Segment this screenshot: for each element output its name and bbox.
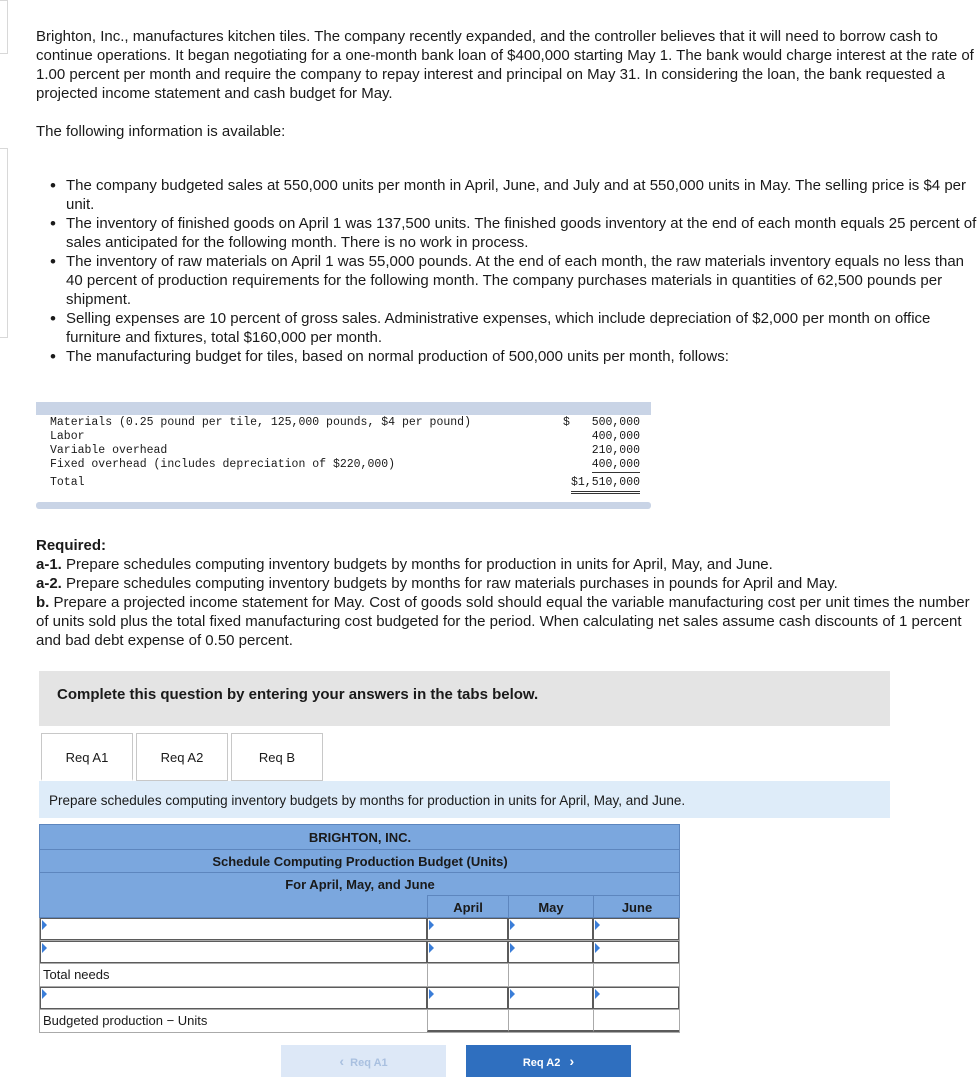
- production-budget-schedule: [39, 824, 680, 1033]
- mfg-row-total: Total $1,510,000: [50, 476, 648, 490]
- problem-intro: Brighton, Inc., manufactures kitchen tiles. The company recently expanded, and the controller believes that it will need to borrow cash to continue operations. It began negotiating for a one-month bank loan of $400,000 starting May 1. The bank would charge interest at the rate of 1.00 percent per month and require the company to repay interest and principal on May 31. In considering the loan, the bank requested a projected income statement and cash budget for May.: [36, 28, 974, 102]
- chevron-right-icon: ›: [569, 1053, 575, 1069]
- left-border-segment: [0, 148, 8, 338]
- input-flag-icon: [429, 943, 434, 953]
- april-input[interactable]: [427, 918, 508, 940]
- input-flag-icon: [429, 989, 434, 999]
- schedule-row-budgeted-production: [39, 1010, 680, 1033]
- schedule-row-2: [39, 941, 680, 964]
- input-flag-icon: [42, 989, 47, 999]
- input-flag-icon: [429, 920, 434, 930]
- left-border-segment: [0, 0, 8, 54]
- june-budgeted-production: [593, 1010, 679, 1032]
- input-flag-icon: [42, 943, 47, 953]
- mfg-row-materials: Materials (0.25 pound per tile, 125,000 pounds, $4 per pound) $ 500,000: [50, 416, 640, 429]
- schedule-period: For April, May, and June: [285, 877, 435, 892]
- available-info-label: The following information is available:: [36, 123, 286, 140]
- june-total-needs: [593, 964, 679, 986]
- input-flag-icon: [42, 920, 47, 930]
- required-section: [36, 536, 976, 650]
- column-header-may: May: [508, 895, 593, 919]
- april-input[interactable]: [427, 987, 508, 1009]
- june-input[interactable]: [593, 941, 679, 963]
- input-flag-icon: [595, 920, 600, 930]
- april-input[interactable]: [427, 941, 508, 963]
- bullet-finished-goods: • The inventory of finished goods on April 1 was 137,500 units. The finished goods inventory at the end of each month equals 25 percent of sales anticipated for the following month. There is no work in process.: [48, 214, 978, 252]
- complete-question-banner: Complete this question by entering your answers in the tabs below.: [39, 671, 890, 726]
- required-a1: a-1. Prepare schedules computing inventory budgets by months for production in units for April, May, and June.: [36, 556, 773, 573]
- prev-req-a1-button[interactable]: [281, 1045, 446, 1077]
- prev-button-label: Req A1: [350, 1057, 388, 1069]
- table-bottom-bar: [36, 502, 651, 509]
- mfg-row-variable-overhead: Variable overhead 210,000: [50, 444, 640, 457]
- may-total-needs: [508, 964, 593, 986]
- may-input[interactable]: [508, 941, 593, 963]
- table-top-bar: [36, 402, 651, 415]
- input-flag-icon: [510, 989, 515, 999]
- schedule-row-4: [39, 987, 680, 1010]
- input-flag-icon: [595, 943, 600, 953]
- next-button-label: Req A2: [522, 1057, 561, 1069]
- bullet-raw-materials: • The inventory of raw materials on April 1 was 55,000 pounds. At the end of each month, the raw materials inventory equals no less than 40 percent of production requirements for the following month. The company purchases materials in quantities of 62,500 pounds per shipment.: [48, 252, 978, 309]
- required-heading: Required:: [36, 537, 107, 554]
- schedule-title: Schedule Computing Production Budget (Units): [40, 849, 680, 873]
- row-label-dropdown[interactable]: [40, 987, 427, 1009]
- column-header-june: June: [593, 895, 680, 919]
- row-label-dropdown[interactable]: [40, 941, 427, 963]
- may-input[interactable]: [508, 918, 593, 940]
- june-input[interactable]: [593, 918, 679, 940]
- input-flag-icon: [510, 943, 515, 953]
- input-flag-icon: [595, 989, 600, 999]
- mfg-row-labor: Labor 400,000: [50, 430, 640, 443]
- may-budgeted-production: [508, 1010, 593, 1032]
- manufacturing-budget-table: [36, 402, 651, 510]
- budgeted-production-label: Budgeted production − Units: [43, 1013, 208, 1028]
- next-req-a2-button[interactable]: [466, 1045, 631, 1077]
- problem-bullets: [48, 176, 978, 366]
- may-input[interactable]: [508, 987, 593, 1009]
- required-a2: a-2. Prepare schedules computing inventory budgets by months for raw materials purchases in pounds for April and May.: [36, 575, 838, 592]
- bullet-expenses: • Selling expenses are 10 percent of gross sales. Administrative expenses, which include depreciation of $2,000 per month on office furniture and fixtures, total $160,000 per month.: [48, 309, 978, 347]
- schedule-row-total-needs: [39, 964, 680, 987]
- input-flag-icon: [510, 920, 515, 930]
- tab-req-a2[interactable]: Req A2: [136, 733, 228, 781]
- bullet-manufacturing: • The manufacturing budget for tiles, based on normal production of 500,000 units per month, follows:: [48, 347, 978, 366]
- mfg-row-fixed-overhead: Fixed overhead (includes depreciation of $220,000) 400,000: [50, 458, 640, 471]
- schedule-row-1: [39, 918, 680, 941]
- required-b: b. Prepare a projected income statement for May. Cost of goods sold should equal the variable manufacturing cost per unit times the number of units sold plus the total fixed manufacturing cost budgeted for the period. When calculating net sales assume cash discounts of 1 percent and bad debt expense of 0.50 percent.: [36, 594, 970, 649]
- total-needs-label: Total needs: [43, 967, 110, 982]
- row-label-dropdown[interactable]: [40, 918, 427, 940]
- tab-req-b[interactable]: Req B: [231, 733, 323, 781]
- june-input[interactable]: [593, 987, 679, 1009]
- schedule-header: [39, 824, 680, 918]
- schedule-company: BRIGHTON, INC.: [308, 830, 412, 845]
- column-header-april: April: [427, 895, 508, 919]
- april-budgeted-production: [427, 1010, 508, 1032]
- april-total-needs: [427, 964, 508, 986]
- bullet-sales: • The company budgeted sales at 550,000 units per month in April, June, and July and at 550,000 units in May. The selling price is $4 per unit.: [48, 176, 978, 214]
- chevron-left-icon: ‹: [339, 1053, 345, 1069]
- tab-req-a1[interactable]: Req A1: [41, 733, 133, 781]
- tab-instruction: Prepare schedules computing inventory budgets by months for production in units for April, May, and June.: [39, 781, 890, 818]
